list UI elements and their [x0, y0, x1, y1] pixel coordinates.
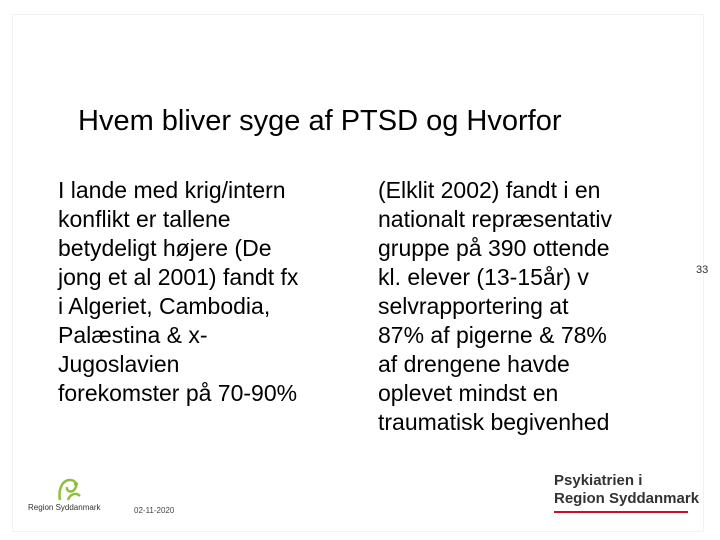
- right-line: af drengene havde: [378, 351, 570, 377]
- left-line: jong et al 2001) fandt fx: [58, 264, 299, 290]
- right-line: nationalt repræsentativ: [378, 206, 612, 232]
- right-line: traumatisk begivenhed: [378, 409, 610, 435]
- right-line: gruppe på 390 ottende: [378, 235, 610, 261]
- region-logo-text: Region Syddanmark: [28, 503, 101, 512]
- right-column-text: [378, 176, 678, 437]
- left-line: i Algeriet, Cambodia,: [58, 293, 271, 319]
- slide-date: 02-11-2020: [134, 506, 175, 515]
- right-line: kl. elever (13-15år) v: [378, 264, 589, 290]
- region-syddanmark-logo: [24, 476, 114, 516]
- left-line: Palæstina & x-: [58, 322, 208, 348]
- psykiatrien-logo-line1: Psykiatrien i: [554, 472, 643, 489]
- psykiatrien-logo-line2: Region Syddanmark: [554, 490, 700, 507]
- right-line: 87% af pigerne & 78%: [378, 322, 607, 348]
- right-line: selvrapportering at: [378, 293, 569, 319]
- left-line: Jugoslavien: [58, 351, 180, 377]
- region-logo-icon: [54, 476, 84, 504]
- right-line: oplevet mindst en: [378, 380, 559, 406]
- left-column-text: [58, 176, 358, 408]
- psykiatrien-logo: [554, 472, 704, 518]
- left-line: konflikt er tallene: [58, 206, 231, 232]
- right-line: (Elklit 2002) fandt i en: [378, 177, 601, 203]
- page-number: 33: [696, 264, 709, 276]
- logo-accent-bar: [554, 511, 688, 513]
- slide-title: Hvem bliver syge af PTSD og Hvorfor: [78, 105, 562, 137]
- left-line: betydeligt højere (De: [58, 235, 272, 261]
- left-line: I lande med krig/intern: [58, 177, 286, 203]
- left-line: forekomster på 70-90%: [58, 380, 298, 406]
